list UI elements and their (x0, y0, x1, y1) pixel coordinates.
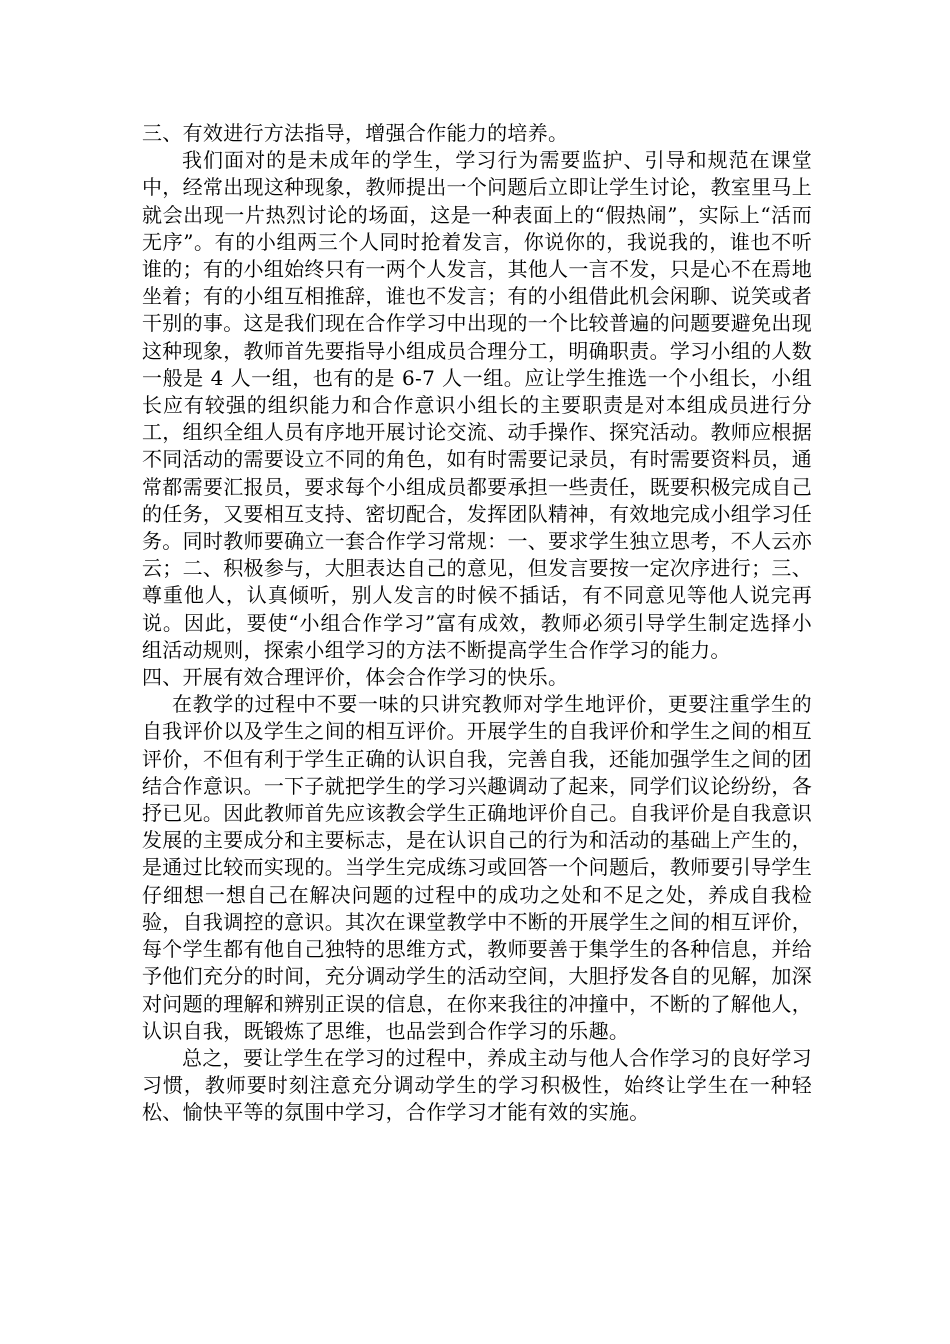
section-3-heading: 三、有效进行方法指导，增强合作能力的培养。 (142, 121, 569, 145)
section-4-paragraph: 在教学的过程中不要一味的只讲究教师对学生地评价，更要注重学生的自我评价以及学生之间的相互评价。开展学生的自我评价和学生之间的相互评价，不但有利于学生正确的认识自我，完善自我，还能加强学生之间的团结合作意识。一下子就把学生的学习兴趣调动了起来，同学们议论纷纷，各抒已见。因此教师首先应该教会学生正确地评价自己。自我评价是自我意识发展的主要成分和主要标志，是在认识自己的行为和活动的基础上产生的，是通过比较而实现的。当学生完成练习或回答一个问题后，教师要引导学生仔细想一想自己在解决问题的过程中的成功之处和不足之处，养成自我检验，自我调控的意识。其次在课堂教学中不断的开展学生之间的相互评价，每个学生都有他自己独特的思维方式，教师要善于集学生的各种信息，并给予他们充分的时间，充分调动学生的活动空间，大胆抒发各自的见解，加深对问题的理解和辨别正误的信息，在你来我往的冲撞中，不断的了解他人，认识自我，既锻炼了思维，也品尝到合作学习的乐趣。 (142, 692, 812, 1043)
conclusion-paragraph: 总之，要让学生在学习的过程中，养成主动与他人合作学习的良好学习习惯，教师要时刻注意充分调动学生的学习积极性，始终让学生在一种轻松、愉快平等的氛围中学习，合作学习才能有效的实施。 (142, 1045, 812, 1125)
section-3-paragraph: 我们面对的是未成年的学生，学习行为需要监护、引导和规范在课堂中，经常出现这种现象，教师提出一个问题后立即让学生讨论，教室里马上就会出现一片热烈讨论的场面，这是一种表面上的“假热闹”，实际上“活而无序”。有的小组两三个人同时抢着发言，你说你的，我说我的，谁也不听谁的；有的小组始终只有一两个人发言，其他人一言不发，只是心不在焉地坐着；有的小组互相推辞，谁也不发言；有的小组借此机会闲聊、说笑或者干别的事。这是我们现在合作学习中出现的一个比较普遍的问题要避免出现这种现象，教师首先要指导小组成员合理分工，明确职责。学习小组的人数一般是 4 人一组，也有的是 6-7 人一组。应让学生推选一个小组长，小组长应有较强的组织能力和合作意识小组长的主要职责是对本组成员进行分工，组织全组人员有序地开展讨论交流、动手操作、探究活动。教师应根据不同活动的需要设立不同的角色，如有时需要记录员，有时需要资料员，通常都需要汇报员，要求每个小组成员都要承担一些责任，既要积极完成自己的任务，又要相互支持、密切配合，发挥团队精神，有效地完成小组学习任务。同时教师要确立一套合作学习常规：一、要求学生独立思考，不人云亦云；二、积极参与，大胆表达自己的意见，但发言要按一定次序进行；三、尊重他人，认真倾听，别人发言的时候不插话，有不同意见等他人说完再说。因此，要使“小组合作学习”富有成效，教师必须引导学生制定选择小组活动规则，探索小组学习的方法不断提高学生合作学习的能力。 (142, 148, 812, 662)
document-body (142, 120, 812, 1127)
section-4-heading: 四、开展有效合理评价，体会合作学习的快乐。 (142, 665, 569, 690)
